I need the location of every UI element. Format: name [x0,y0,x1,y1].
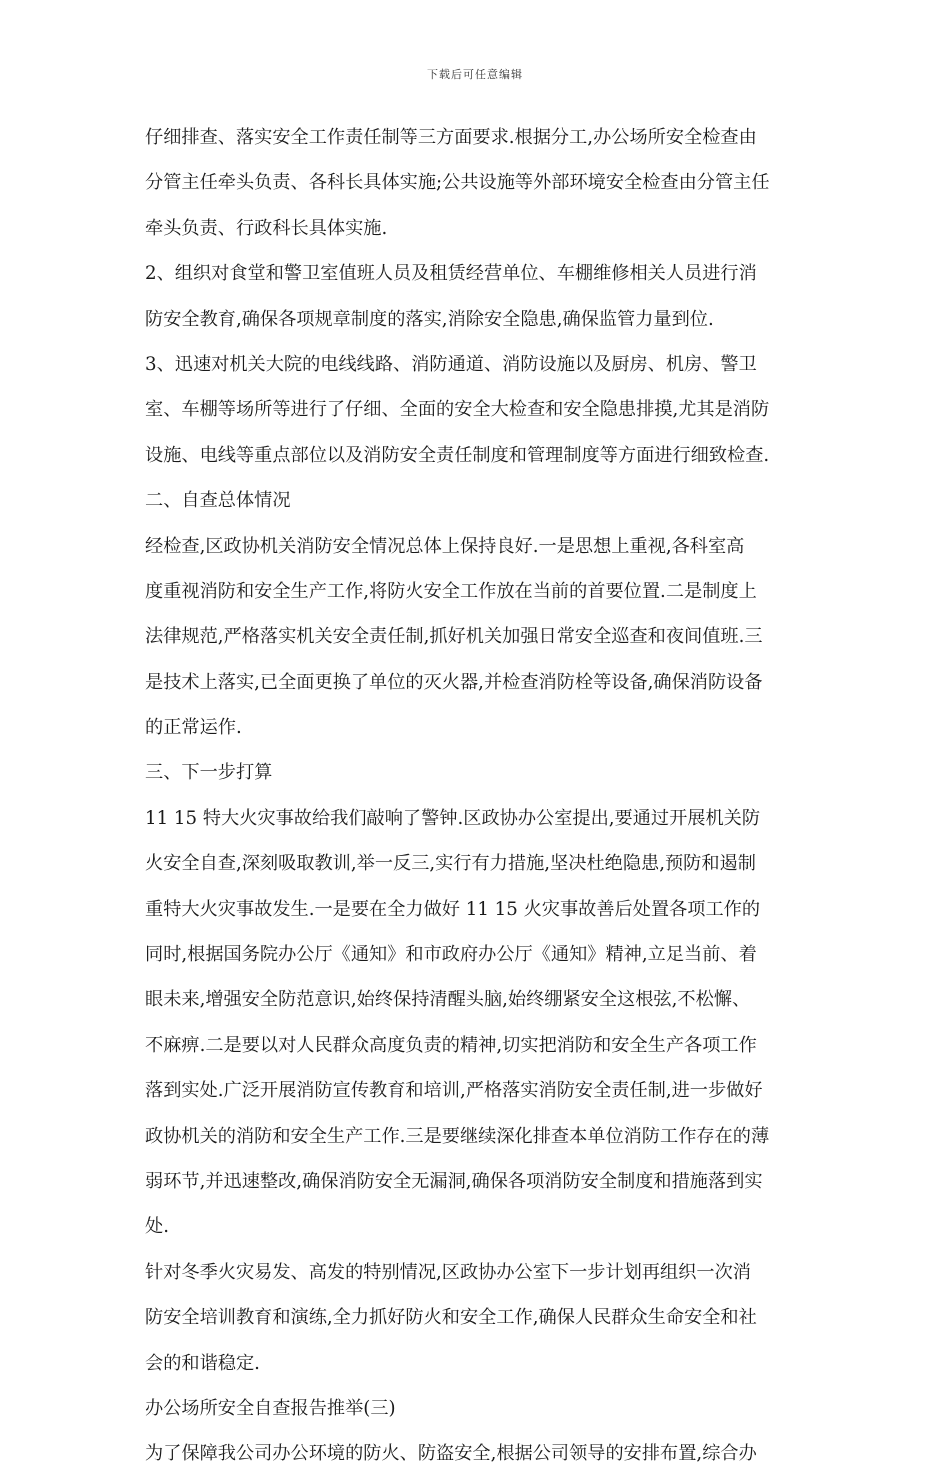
text-line: 经检查,区政协机关消防安全情况总体上保持良好.一是思想上重视,各科室高 [145,535,745,557]
text-line: 11 15 特大火灾事故给我们敲响了警钟.区政协办公室提出,要通过开展机关防 [145,807,761,829]
text-line: 火安全自查,深刻吸取教训,举一反三,实行有力措施,坚决杜绝隐患,预防和遏制 [145,853,756,875]
document-body [145,115,810,1477]
text-line: 牵头负责、行政科长具体实施. [145,217,388,239]
text-line: 落到实处.广泛开展消防宣传教育和培训,严格落实消防安全责任制,进一步做好 [145,1080,763,1102]
text-line: 是技术上落实,已全面更换了单位的灭火器,并检查消防栓等设备,确保消防设备 [145,671,763,693]
text-line: 设施、电线等重点部位以及消防安全责任制度和管理制度等方面进行细致检查. [145,444,770,466]
page-header: 下载后可任意编辑 [427,68,523,81]
text-line: 眼未来,增强安全防范意识,始终保持清醒头脑,始终绷紧安全这根弦,不松懈、 [145,989,751,1011]
text-line: 不麻痹.二是要以对人民群众高度负责的精神,切实把消防和安全生产各项工作 [145,1034,757,1056]
text-line: 分管主任牵头负责、各科长具体实施;公共设施等外部环境安全检查由分管主任 [145,172,770,194]
text-line: 处. [145,1216,169,1238]
text-line: 2、组织对食堂和警卫室值班人员及租赁经营单位、车棚维修相关人员进行消 [145,263,757,285]
text-line: 的正常运作. [145,717,242,739]
text-line: 3、迅速对机关大院的电线线路、消防通道、消防设施以及厨房、机房、警卫 [145,353,757,375]
text-line: 防安全教育,确保各项规章制度的落实,消除安全隐患,确保监管力量到位. [145,308,714,330]
text-line: 同时,根据国务院办公厅《通知》和市政府办公厅《通知》精神,立足当前、着 [145,944,757,966]
section-heading: 办公场所安全自查报告推举(三) [145,1397,396,1419]
text-line: 室、车棚等场所等进行了仔细、全面的安全大检查和安全隐患排摸,尤其是消防 [145,399,770,421]
text-line: 会的和谐稳定. [145,1352,260,1374]
text-line: 弱环节,并迅速整改,确保消防安全无漏洞,确保各项消防安全制度和措施落到实 [145,1170,763,1192]
text-line: 针对冬季火灾易发、高发的特别情况,区政协办公室下一步计划再组织一次消 [145,1261,751,1283]
section-heading: 三、下一步打算 [145,762,273,784]
text-line: 法律规范,严格落实机关安全责任制,抓好机关加强日常安全巡查和夜间值班.三 [145,626,763,648]
text-line: 防安全培训教育和演练,全力抓好防火和安全工作,确保人民群众生命安全和社 [145,1307,757,1329]
text-line: 仔细排查、落实安全工作责任制等三方面要求.根据分工,办公场所安全检查由 [145,127,757,148]
text-line: 为了保障我公司办公环境的防火、防盗安全,根据公司领导的安排布置,综合办 [145,1443,757,1465]
section-heading: 二、自查总体情况 [145,490,291,512]
text-line: 重特大火灾事故发生.一是要在全力做好 11 15 火灾事故善后处置各项工作的 [145,898,761,920]
text-line: 度重视消防和安全生产工作,将防火安全工作放在当前的首要位置.二是制度上 [145,580,757,602]
text-line: 政协机关的消防和安全生产工作.三是要继续深化排查本单位消防工作存在的薄 [145,1125,770,1147]
